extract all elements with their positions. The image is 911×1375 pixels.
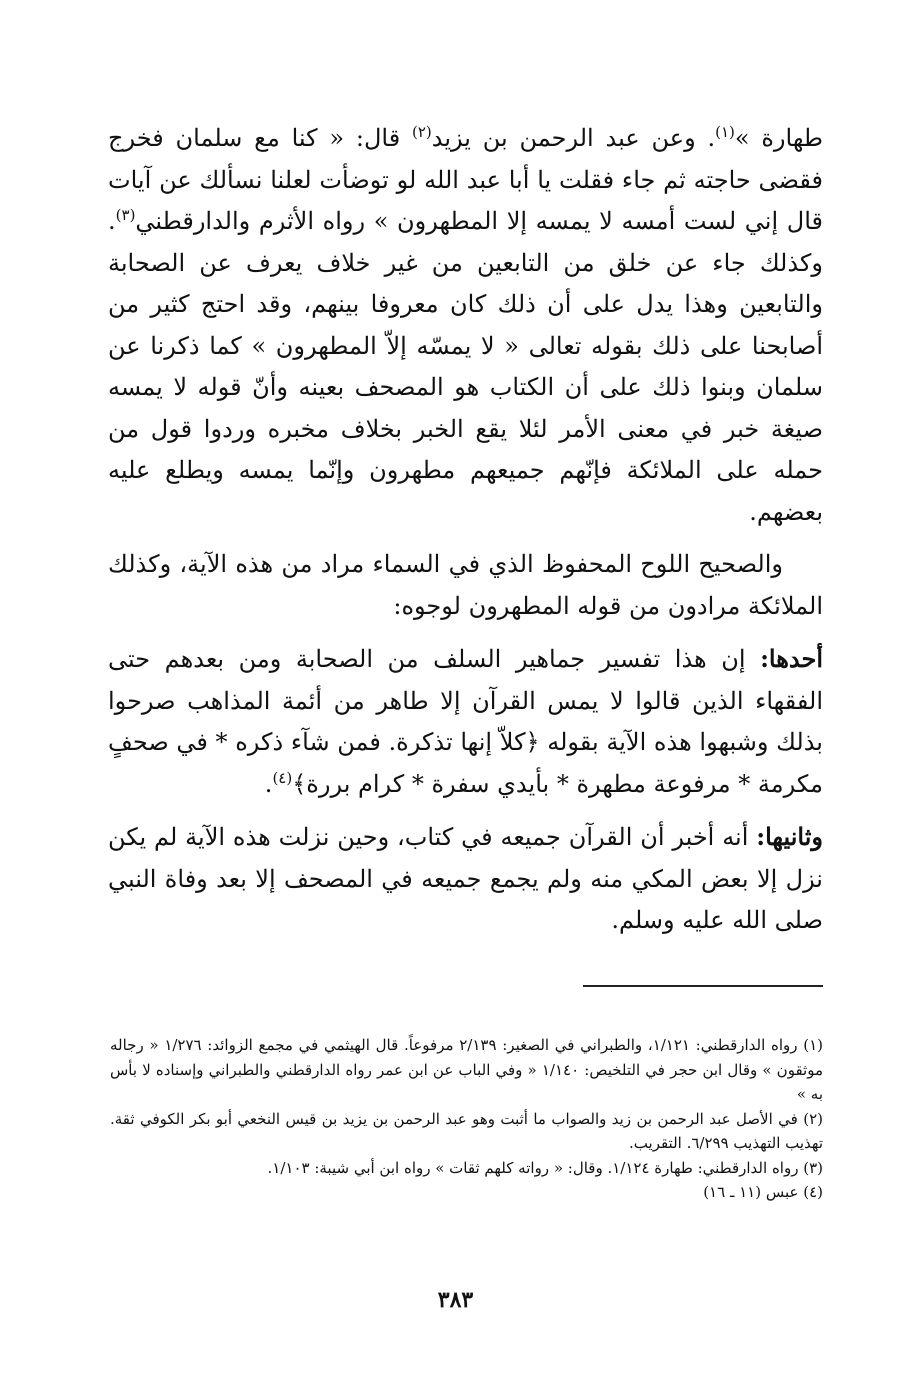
paragraph-1	[108, 118, 823, 533]
footnote-ref-2: (٢)	[411, 123, 432, 141]
paragraph-1-text-b: . وعن عبد الرحمن بن يزيد	[431, 124, 716, 152]
paragraph-1-text-c: قال: « كنا مع سلمان فخرج فقضى حاجته ثم جاء فقلت يا أبا عبد الله لو توضأت لعلنا نسألك عن آيات قال إني لست أمسه لا يمسه إلا المطهرون » رواه الأثرم والدارقطني	[108, 124, 823, 235]
footnote-1: (١) رواه الدارقطني: ١/١٢١، والطبراني في الصغير: ٢/١٣٩ مرفوعاً. قال الهيثمي في مجمع الزوائد: ١/٢٧٦ « رجاله موثقون » وقال ابن حجر في التلخيص: ١/١٤٠ « وفي الباب عن ابن عمر رواه الدارقطني والطبراني وإسناده لا بأس به »	[110, 1036, 823, 1103]
footnote-ref-3: (٣)	[115, 206, 136, 224]
paragraph-4-lead: وثانيها:	[756, 822, 823, 851]
page-number: ٣٨٣	[437, 1287, 474, 1313]
paragraph-1-text-a: طهارة »	[734, 124, 823, 152]
footnote-separator	[583, 985, 823, 987]
main-text	[108, 118, 823, 942]
paragraph-1-text-d: . وكذلك جاء عن خلق من التابعين من غير خلاف يعرف عن الصحابة والتابعين وهذا يدل على أن ذلك كان معروفا بينهم، وقد احتج كثير من أصابحنا على ذلك بقوله تعالى « لا يمسّه إلاّ المطهرون » كما ذكرنا عن سلمان وبنوا ذلك على أن الكتاب هو المصحف بعينه وأنّ قوله لا يمسه صيغة خبر في معنى الأمر لئلا يقع الخبر بخلاف مخبره وردوا قول من حمله على الملائكة فإنّهم جميعهم مطهرون وإنّما يمسه ويطلع عليه بعضهم.	[108, 207, 823, 526]
footnote-4: (٤) عبس (١١ ـ ١٦)	[703, 1183, 823, 1201]
footnote-2: (٢) في الأصل عبد الرحمن بن زيد والصواب ما أثبت وهو عبد الرحمن بن يزيد بن قيس النخعي أبو بكر الكوفي ثقة. تهذيب التهذيب ٦/٢٩٩. التقريب.	[110, 1109, 823, 1152]
footnote-ref-4: (٤)	[272, 768, 293, 787]
paragraph-2: والصحيح اللوح المحفوظ الذي في السماء مراد من هذه الآية، وكذلك الملائكة مرادون من قوله المطهرون لوجوه:	[108, 550, 823, 620]
footnote-3: (٣) رواه الدارقطني: طهارة ١/١٢٤. وقال: « رواته كلهم ثقات » رواه ابن أبي شيبة: ١/١٠٣.	[267, 1158, 823, 1177]
paragraph-3-text-a: إن هذا تفسير جماهير السلف من الصحابة ومن بعدهم حتى الفقهاء الذين قالوا لا يمس القرآن إلا طاهر من أئمة المذاهب صرحوا بذلك وشبهوا هذه الآية بقوله ﴿كلاّ إنها تذكرة. فمن شآء ذكره * في صحفٍ مكرمة * مرفوعة مطهرة * بأيدي سفرة * كرام بررة﴾	[108, 645, 823, 798]
paragraph-3	[108, 638, 823, 805]
paragraph-3-lead: أحدها:	[760, 644, 823, 673]
footnotes	[110, 1033, 823, 1205]
paragraph-3-text-b: .	[264, 769, 273, 798]
footnote-ref-1: (١)	[715, 123, 735, 141]
paragraph-4	[108, 816, 823, 942]
paragraph-4-text: أنه أخبر أن القرآن جميعه في كتاب، وحين نزلت هذه الآية لم يكن نزل إلا بعض المكي منه ولم يجمع جميعه في المصحف إلا بعد وفاة النبي صلى الله عليه وسلم.	[108, 823, 823, 934]
